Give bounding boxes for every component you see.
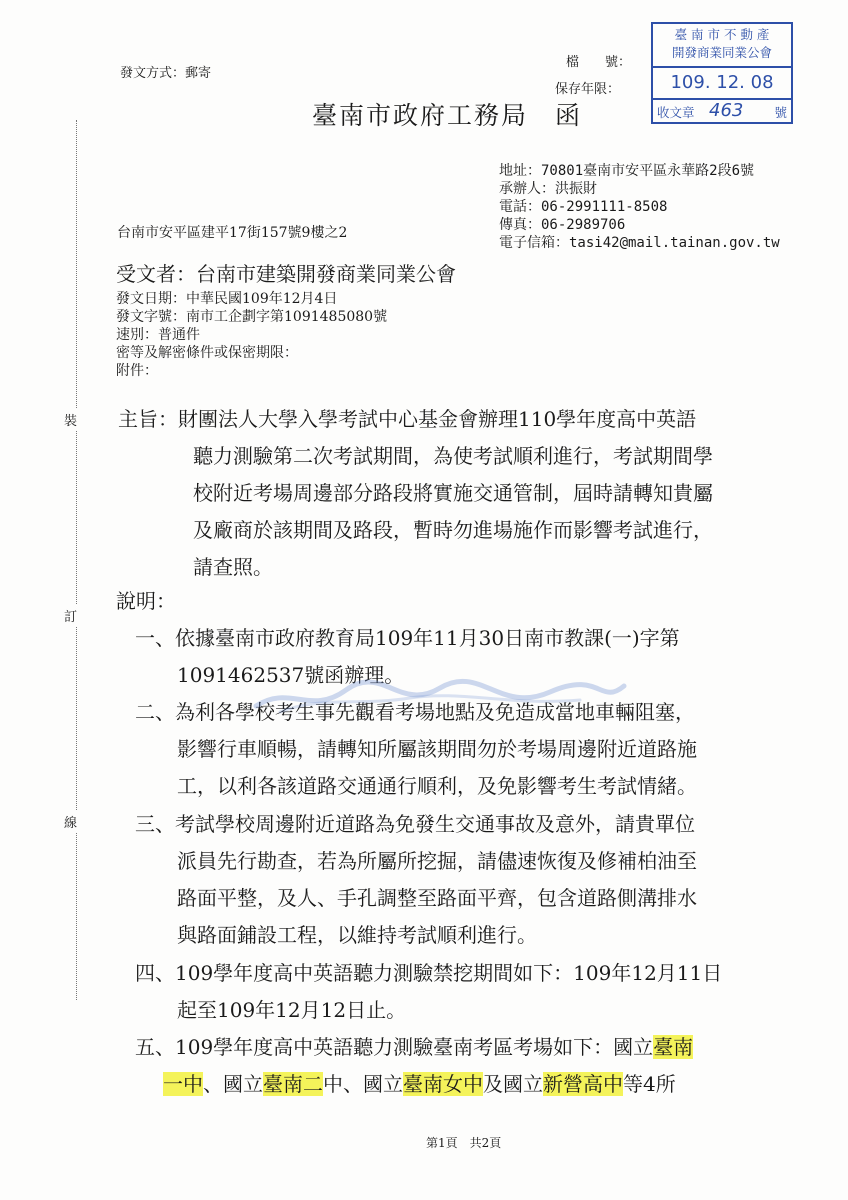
file-number-label: 檔 號： <box>566 55 632 70</box>
handwritten-scribble <box>250 676 630 718</box>
explanation-item-5 <box>135 1031 693 1060</box>
binding-char-xian: 線 <box>64 810 77 833</box>
subject-line: 校附近考場周邊部分路段將實施交通管制，屆時請轉知貴屬 <box>193 481 713 505</box>
stamp-date: 109. 12. 08 <box>653 68 791 100</box>
document-meta <box>116 290 387 380</box>
item5-highlight: 臺南女中 <box>403 1072 483 1096</box>
explanation-item-3: 路面平整，及人、手孔調整至路面平齊，包含道路側溝排水 <box>177 886 697 910</box>
sender-address: 地址：70801臺南市安平區永華路2段6號 <box>499 163 755 179</box>
received-stamp <box>651 22 793 124</box>
sender-email: 電子信箱：tasi42@mail.tainan.gov.tw <box>499 235 780 251</box>
explanation-item-3: 三、考試學校周邊附近道路為免發生交通事故及意外，請貴單位 <box>135 812 695 836</box>
sender-phone: 電話：06-2991111-8508 <box>499 199 668 215</box>
page-footer: 第1頁 共2頁 <box>426 1136 502 1150</box>
binding-char-ding: 訂 <box>64 604 77 627</box>
binding-dotted-line <box>76 120 77 1000</box>
explanation-item-3: 與路面鋪設工程，以維持考試順利進行。 <box>177 923 537 947</box>
explanation-item-4: 四、109學年度高中英語聽力測驗禁挖期間如下：109年12月11日 <box>135 961 723 985</box>
binding-char-zhuang: 裝 <box>64 408 77 431</box>
recipient: 受文者：台南市建築開發商業同業公會 <box>116 262 456 286</box>
issue-number: 發文字號：南市工企劃字第1091485080號 <box>116 309 388 325</box>
secrecy-class: 密等及解密條件或保密期限： <box>116 345 298 361</box>
item5-highlight: 新營高中 <box>543 1072 623 1096</box>
recipient-address: 台南市安平區建平17街157號9樓之2 <box>117 225 348 241</box>
issue-date: 發文日期：中華民國109年12月4日 <box>116 291 338 307</box>
explanation-item-1: 一、依據臺南市政府教育局109年11月30日南市教課(一)字第 <box>135 626 680 650</box>
attachment: 附件： <box>116 363 158 379</box>
item5-highlight: 臺南 <box>653 1035 694 1059</box>
item5-text: 五、109學年度高中英語聽力測驗臺南考區考場如下：國立 <box>135 1035 654 1059</box>
stamp-receipt-suffix: 號 <box>774 105 787 120</box>
stamp-receipt <box>653 100 791 126</box>
sender-handler: 承辦人：洪振財 <box>499 181 597 197</box>
stamp-receipt-label: 收文章 <box>657 105 695 120</box>
explanation-label: 說明： <box>116 589 176 613</box>
stamp-org-line2: 開發商業同業公會 <box>671 45 772 60</box>
subject-line: 主旨：財團法人大學入學考試中心基金會辦理110學年度高中英語 <box>118 407 697 431</box>
subject-line: 及廠商於該期間及路段，暫時勿進場施作而影響考試進行， <box>193 518 713 542</box>
retention-label: 保存年限： <box>555 82 621 97</box>
explanation-item-5 <box>163 1068 676 1097</box>
explanation-item-2: 影響行車順暢，請轉知所屬該期間勿於考場周邊附近道路施 <box>177 737 697 761</box>
explanation-item-2: 工，以利各該道路交通通行順利，及免影響考生考試情緒。 <box>177 774 697 798</box>
item5-text: 中、國立 <box>323 1072 403 1096</box>
explanation-item-1: 1091462537號函辦理。 <box>177 663 405 687</box>
stamp-org <box>653 24 791 68</box>
subject-line: 聽力測驗第二次考試期間，為使考試順利進行，考試期間學 <box>193 444 713 468</box>
speed-class: 速別：普通件 <box>116 327 200 343</box>
stamp-receipt-number: 463 <box>709 100 744 121</box>
item5-text: 等4所 <box>623 1072 676 1096</box>
explanation-item-3: 派員先行勘查，若為所屬所挖掘，請儘速恢復及修補柏油至 <box>177 849 697 873</box>
subject-line: 請查照。 <box>193 555 273 579</box>
explanation-item-2: 二、為利各學校考生事先觀看考場地點及免造成當地車輛阻塞， <box>135 700 695 724</box>
item5-highlight: 一中 <box>163 1072 203 1096</box>
item5-text: 及國立 <box>483 1072 543 1096</box>
stamp-org-line1: 臺 南 市 不 動 產 <box>674 27 770 42</box>
document-title: 臺南市政府工務局 函 <box>312 101 583 130</box>
item5-text: 、國立 <box>203 1072 263 1096</box>
sender-fax: 傳真：06-2989706 <box>499 217 626 233</box>
sender-contact-block <box>499 162 780 252</box>
explanation-item-4: 起至109年12月12日止。 <box>177 998 407 1022</box>
send-method: 發文方式：郵寄 <box>120 66 212 81</box>
item5-highlight: 臺南二 <box>263 1072 323 1096</box>
